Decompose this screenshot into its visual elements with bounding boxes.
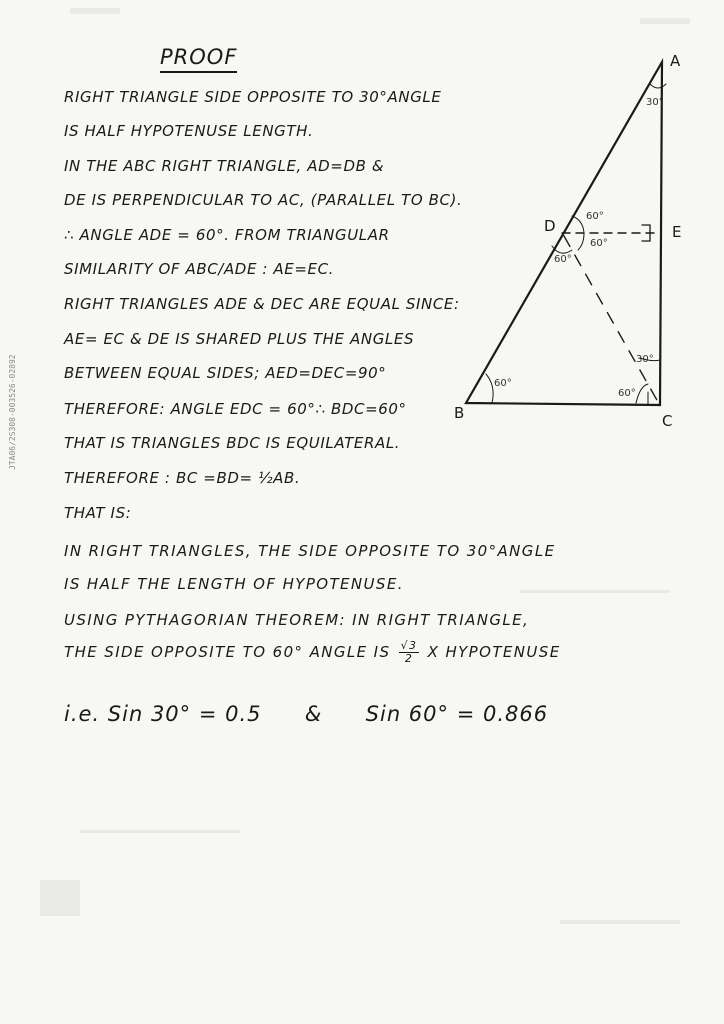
angle-label-a: 30° — [646, 97, 664, 108]
sin30-value: Sin 30° = 0.5 — [107, 702, 262, 726]
proof-line-5: ∴ ANGLE ADE = 60°. FROM TRIANGULAR — [64, 226, 390, 244]
sin60-value: Sin 60° = 0.866 — [365, 702, 549, 726]
bleed-through-mark — [520, 590, 670, 593]
fraction-numerator: √3 — [400, 639, 418, 652]
vertex-label-e: E — [672, 223, 682, 241]
proof-line-6: SIMILARITY OF ABC/ADE : AE=EC. — [64, 260, 335, 278]
proof-line-12: THEREFORE : BC =BD= ½AB. — [64, 469, 301, 487]
angle-label-b: 60° — [494, 378, 512, 389]
sine-values-line — [64, 702, 548, 726]
proof-line-3: IN THE ABC RIGHT TRIANGLE, AD=DB & — [64, 157, 385, 175]
proof-line-2: IS HALF HYPOTENUSE LENGTH. — [64, 122, 314, 140]
proof-line-16: USING PYTHAGORIAN THEOREM: IN RIGHT TRIANGLE, — [64, 611, 530, 629]
triangle-diagram — [440, 40, 700, 440]
bleed-through-mark — [80, 830, 240, 833]
line-17-before: THE SIDE OPPOSITE TO 60° ANGLE IS — [64, 643, 391, 661]
bleed-through-mark — [40, 880, 80, 916]
fraction-denominator: 2 — [404, 652, 414, 665]
line-17-after: X HYPOTENUSE — [427, 643, 561, 661]
arc-angle-ade — [572, 216, 584, 233]
proof-line-13: THAT IS: — [64, 504, 132, 522]
angle-label-edc: 60° — [590, 238, 608, 249]
vertex-label-a: A — [670, 52, 681, 70]
vertex-label-b: B — [454, 404, 465, 422]
proof-line-7: RIGHT TRIANGLES ADE & DEC ARE EQUAL SINCE: — [64, 295, 460, 313]
bleed-through-mark — [70, 8, 120, 14]
segment-dc — [564, 236, 658, 402]
proof-line-10: THEREFORE: ANGLE EDC = 60°∴ BDC=60° — [64, 400, 407, 418]
proof-line-15: IS HALF THE LENGTH OF HYPOTENUSE. — [64, 575, 404, 593]
ampersand: & — [304, 702, 323, 726]
arc-angle-a — [650, 84, 666, 88]
proof-line-4: DE IS PERPENDICULAR TO AC, (PARALLEL TO BC). — [64, 191, 463, 209]
arc-angle-bcd — [636, 384, 648, 403]
proof-line-9: BETWEEN EQUAL SIDES; AED=DEC=90° — [64, 364, 387, 382]
margin-stamp: JTA06/2S308-003526-02892 — [8, 354, 17, 470]
angle-label-bdc: 60° — [554, 254, 572, 265]
vertex-label-c: C — [662, 412, 673, 430]
bleed-through-mark — [640, 18, 690, 24]
proof-line-11: THAT IS TRIANGLES BDC IS EQUILATERAL. — [64, 434, 401, 452]
arc-angle-b — [486, 374, 493, 403]
arc-angle-edc — [578, 233, 584, 250]
page-title: PROOF — [160, 44, 237, 73]
bleed-through-mark — [560, 920, 680, 924]
ie-prefix: i.e. — [64, 702, 101, 726]
proof-line-1: RIGHT TRIANGLE SIDE OPPOSITE TO 30°ANGLE — [64, 88, 442, 106]
proof-line-14: IN RIGHT TRIANGLES, THE SIDE OPPOSITE TO 30°ANGLE — [64, 542, 556, 560]
proof-line-8: AE= EC & DE IS SHARED PLUS THE ANGLES — [64, 330, 415, 348]
sqrt3-over-2-fraction — [399, 640, 420, 665]
angle-label-bcd: 60° — [618, 388, 636, 399]
angle-label-ade: 60° — [586, 211, 604, 222]
vertex-label-d: D — [544, 217, 556, 235]
angle-label-dce: 30° — [636, 354, 654, 365]
proof-line-17 — [64, 640, 561, 665]
